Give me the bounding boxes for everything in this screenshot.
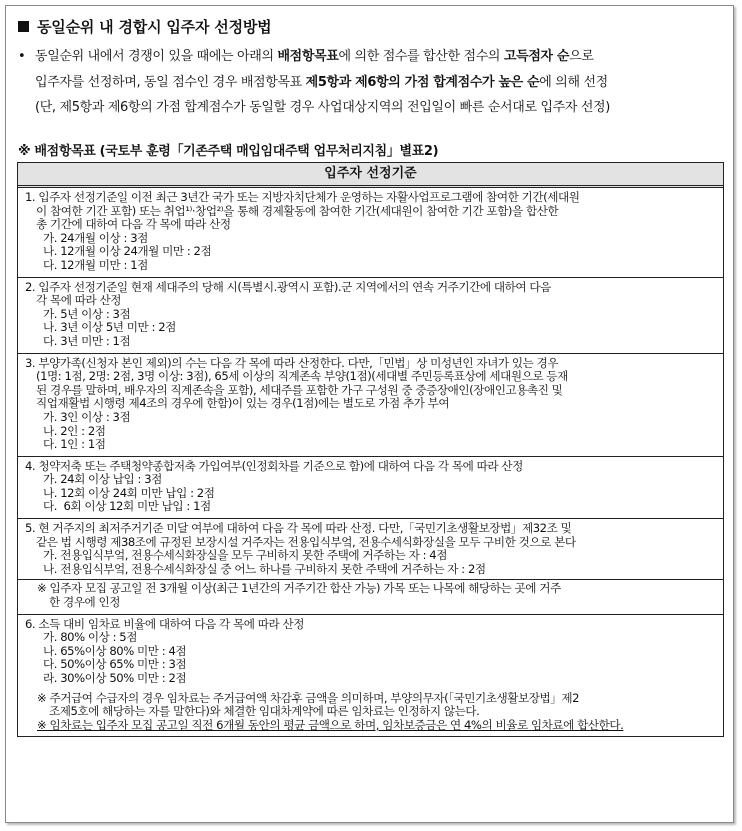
intro-paragraph (18, 44, 722, 121)
row-note-cont: 한 경우에 인정 (49, 595, 120, 610)
section-heading (18, 16, 271, 37)
scoring-table-title: ※ 배점항목표 (국토부 훈령「기존주택 매입임대주택 업무처리지침」별표2) (18, 144, 439, 159)
heading-text: 동일순위 내 경합시 입주자 선정방법 (37, 18, 272, 36)
criteria-row-4: 4. 청약저축 또는 주택청약종합저축 가입여부(인정회차를 기준으로 함)에 대하여 다음 각 목에 따라 산정 가. 24회 이상 납입 : 3점 나. 12회 이상 24회 미만 납입 : 2점 다. 6회 이상 12회 미만 납입 : 1점 (18, 457, 723, 519)
row-note-cont: 조제5호에 해당하는 자를 말한다)와 체결한 임대차계약에 따른 임차료는 인정하지 않는다. (49, 704, 480, 719)
list-item: 다. 50%이상 65% 미만 : 3점 (43, 657, 187, 672)
list-item: 다. 3년 미만 : 1점 (43, 333, 131, 348)
criteria-row-2: 2. 입주자 선정기준일 현재 세대주의 당해 시(특별시.광역시 포함).군 지역에서의 연속 거주기간에 대하여 다음 각 목에 따라 산정 가. 5년 이상 : 3점 나. 3년 이상 5년 미만 : 2점 다. 3년 미만 : 1점 (18, 278, 723, 354)
list-item: 나. 전용입식부엌, 전용수세식화장실 중 어느 하나를 구비하지 못한 주택에 거주하는 자 : 2점 (43, 561, 486, 576)
document-page (5, 5, 734, 823)
list-item: 나. 3년 이상 5년 미만 : 2점 (43, 320, 176, 335)
list-item: 나. 2인 : 2점 (43, 423, 106, 438)
row-note: ※ 주거급여 수급자의 경우 임차료는 주거급여액 차감후 금액을 의미하며, 부양의무자(「국민기초생활보장법」제2 (37, 690, 580, 705)
row-note: ※ 입주자 모집 공고일 전 3개월 이상(최근 1년간의 거주기간 합산 가능) 가목 또는 나목에 해당하는 곳에 거주 (37, 581, 561, 596)
scoring-table (17, 162, 724, 737)
criteria-row-5: 5. 현 거주지의 최저주거기준 미달 여부에 대하여 다음 각 목에 따라 산정. 다만,「국민기초생활보장법」제32조 및 같은 법 시행령 제38조에 규정된 보장시설 거주자는 전용입식부엌, 전용수세식화장실을 모두 구비한 것으로 본다 가. 전용입식부엌, 전용수세식화장실을 모두 구비하지 못한 주택에 거주하는 자 : 4점 나. 전용입식부엌, 전용수세식화장실 중 어느 하나를 구비하지 못한 주택에 거주하는 자 : 2점 ※ 입주자 모집 공고일 전 3개월 이상(최근 1년간의 거주기간 합산 가능) 가목 또는 나목에 해당하는 곳에 거주 한 경우에 인정 (18, 519, 723, 615)
list-item: 가. 80% 이상 : 5점 (43, 630, 137, 645)
list-item: 다. 1인 : 1점 (43, 437, 106, 452)
criteria-row-1: 1. 입주자 선정기준일 이전 최근 3년간 국가 또는 지방자치단체가 운영하는 자활사업프로그램에 참여한 기간(세대원 이 참여한 기간 포함) 또는 취업¹⁾·창업²⁾을 통해 경제활동에 참여한 기간(세대원이 참여한 기간 포함)을 합산한 총 기간에 대하여 다음 각 목에 따라 산정 가. 24개월 이상 : 3점 나. 12개월 이상 24개월 미만 : 2점 다. 12개월 미만 : 1점 (18, 188, 723, 278)
intro-line-1: • 동일순위 내에서 경쟁이 있을 때에는 아래의 배점항목표에 의한 점수를 합산한 점수의 고득점자 순으로 (18, 44, 722, 70)
divider (18, 579, 723, 580)
criteria-row-6: 6. 소득 대비 임차료 비율에 대하여 다음 각 목에 따라 산정 가. 80% 이상 : 5점 나. 65%이상 80% 미만 : 4점 다. 50%이상 65% 미만 : 3점 라. 30%이상 50% 미만 : 2점 ※ 주거급여 수급자의 경우 임차료는 주거급여액 차감후 금액을 의미하며, 부양의무자(「국민기초생활보장법」제2 조제5호에 해당하는 자를 말한다)와 체결한 임대차계약에 따른 임차료는 인정하지 않는다. ※ 임차료는 입주자 모집 공고일 직전 6개월 동안의 평균 금액으로 하며, 임차보증금은 연 4%의 비율로 임차료에 합산한다. (18, 615, 723, 737)
intro-line-2: 입주자를 선정하며, 동일 점수인 경우 배점항목표 제5항과 제6항의 가점 합계점수가 높은 순에 의해 선정 (35, 74, 608, 90)
list-item: 나. 65%이상 80% 미만 : 4점 (43, 643, 187, 658)
table-header: 입주자 선정기준 (18, 163, 723, 188)
row-note: ※ 임차료는 입주자 모집 공고일 직전 6개월 동안의 평균 금액으로 하며, 임차보증금은 연 4%의 비율로 임차료에 합산한다. (37, 717, 624, 732)
list-item: 나. 12회 이상 24회 미만 납입 : 2점 (43, 485, 215, 500)
list-item: 나. 12개월 이상 24개월 미만 : 2점 (43, 244, 212, 259)
list-item: 다. 12개월 미만 : 1점 (43, 257, 148, 272)
list-item: 다. 6회 이상 12회 미만 납입 : 1점 (43, 499, 211, 514)
square-bullet-icon (18, 21, 29, 32)
list-item: 가. 24개월 이상 : 3점 (43, 230, 148, 245)
list-item: 라. 30%이상 50% 미만 : 2점 (43, 671, 187, 685)
bullet-dot-icon: • (18, 49, 26, 64)
list-item: 가. 24회 이상 납입 : 3점 (43, 472, 162, 487)
list-item: 가. 3인 이상 : 3점 (43, 409, 131, 424)
intro-line-3: (단, 제5항과 제6항의 가점 합계점수가 동일할 경우 사업대상지역의 전입일이 빠른 순서대로 입주자 선정) (35, 100, 610, 115)
list-item: 가. 전용입식부엌, 전용수세식화장실을 모두 구비하지 못한 주택에 거주하는 자 : 4점 (43, 548, 447, 563)
criteria-row-3: 3. 부양가족(신청자 본인 제외)의 수는 다음 각 목에 따라 산정한다. 다만,「민법」상 미성년인 자녀가 있는 경우 (1명: 1점, 2명: 2점, 3명 이상: 3점), 65세 이상의 직계존속 부양(1점)(세대별 주민등록표상에 세대원으로 등재 된 경우를 말하며, 배우자의 직계존속을 포함), 세대주를 포함한 가구 구성원 중 중증장애인(장애인고용촉진 및 직업재활법 시행령 제4조의 경우에 한함)이 있는 경우(1점)에는 별도로 가점 추가 부여 가. 3인 이상 : 3점 나. 2인 : 2점 다. 1인 : 1점 (18, 354, 723, 457)
list-item: 가. 5년 이상 : 3점 (43, 306, 131, 321)
